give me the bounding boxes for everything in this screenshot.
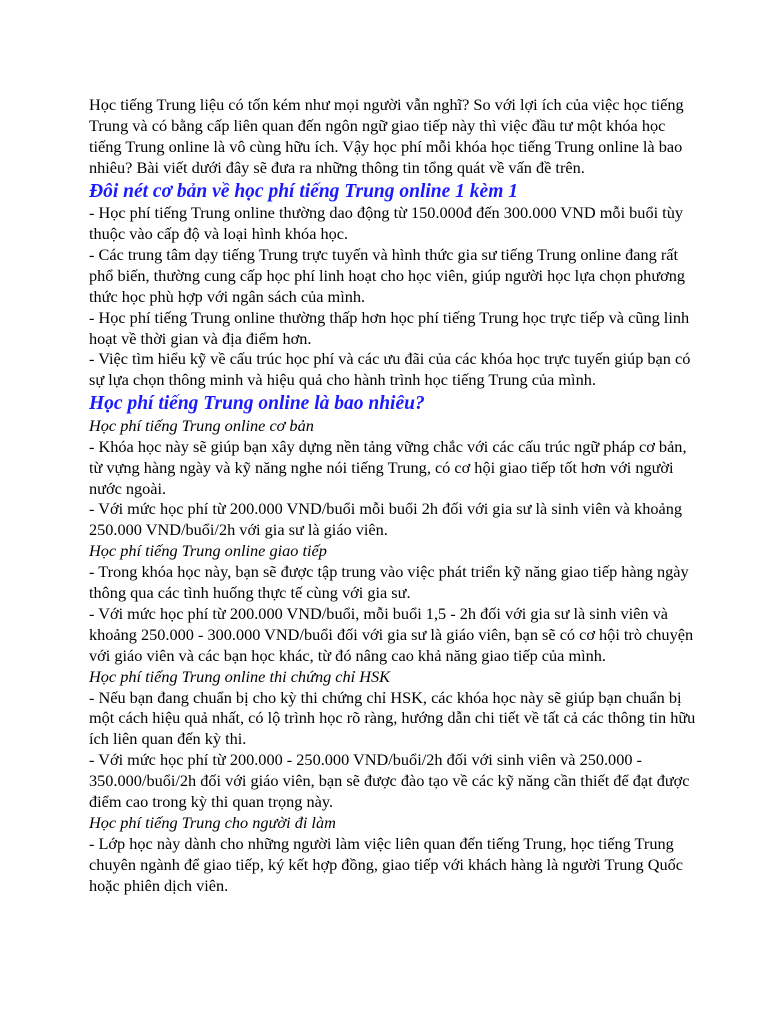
subheading-communication: Học phí tiếng Trung online giao tiếp — [89, 541, 327, 561]
section-heading-overview: Đôi nét cơ bản về học phí tiếng Trung online 1 kèm 1 — [89, 180, 519, 202]
workers-paragraph-1: - Lớp học này dành cho những người làm việc liên quan đến tiếng Trung, học tiếng Trung chuyên ngành để giao tiếp, ký kết hợp đồng, giao tiếp với khách hàng là người Trung Quốc hoặc phiên dịch viên. — [89, 833, 683, 895]
communication-paragraph-1: - Trong khóa học này, bạn sẽ được tập trung vào việc phát triển kỹ năng giao tiếp hàng ngày thông qua các tình huống thực tế cùng với gia sư. — [89, 562, 689, 603]
subheading-workers: Học phí tiếng Trung cho người đi làm — [89, 813, 336, 832]
section-heading-fees: Học phí tiếng Trung online là bao nhiêu? — [89, 393, 425, 415]
overview-paragraph-3: - Học phí tiếng Trung online thường thấp hơn học phí tiếng Trung học trực tiếp và cũng linh hoạt về thời gian và địa điểm hơn. — [89, 307, 690, 348]
subheading-hsk: Học phí tiếng Trung online thi chứng chỉ HSK — [89, 666, 391, 686]
basic-paragraph-1: - Khóa học này sẽ giúp bạn xây dựng nền tảng vững chắc với các cấu trúc ngữ pháp cơ bản, từ vựng hàng ngày và kỹ năng nghe nói tiếng Trung, có cơ hội giao tiếp tốt hơn với người nước ngoài. — [89, 436, 687, 498]
overview-paragraph-4: - Việc tìm hiểu kỹ về cấu trúc học phí và các ưu đãi của các khóa học trực tuyến giúp bạn có sự lựa chọn thông minh và hiệu quả cho hành trình học tiếng Trung của mình. — [89, 349, 691, 390]
communication-paragraph-2: - Với mức học phí từ 200.000 VND/buổi, mỗi buổi 1,5 - 2h đối với gia sư là sinh viên và khoảng 250.000 - 300.000 VND/buổi đối với gia sư là giáo viên, bạn sẽ có cơ hội trò chuyện với giáo viên và các bạn học khác, từ đó nâng cao khả năng giao tiếp của mình. — [89, 603, 694, 665]
overview-paragraph-1: - Học phí tiếng Trung online thường dao động từ 150.000đ đến 300.000 VND mỗi buổi tùy thuộc vào cấp độ và loại hình khóa học. — [89, 203, 683, 244]
overview-paragraph-2: - Các trung tâm dạy tiếng Trung trực tuyến và hình thức gia sư tiếng Trung online đang rất phổ biến, thường cung cấp học phí linh hoạt cho học viên, giúp người học lựa chọn phương thức học phù hợp với ngân sách của mình. — [89, 244, 686, 306]
intro-paragraph: Học tiếng Trung liệu có tốn kém như mọi người vẫn nghĩ? So với lợi ích của việc học tiếng Trung và có bằng cấp liên quan đến ngôn ngữ giao tiếp này thì việc đầu tư một khóa học tiếng Trung online là vô cùng hữu ích. Vậy học phí mỗi khóa học tiếng Trung online là bao nhiêu? Bài viết dưới đây sẽ đưa ra những thông tin tổng quát về vấn đề trên. — [89, 95, 684, 177]
basic-paragraph-2: - Với mức học phí từ 200.000 VND/buổi mỗi buổi 2h đối với gia sư là sinh viên và khoảng 250.000 VND/buổi/2h với gia sư là giáo viên. — [89, 499, 682, 540]
hsk-paragraph-2: - Với mức học phí từ 200.000 - 250.000 VND/buổi/2h đối với sinh viên và 250.000 - 350.000/buổi/2h đối với giáo viên, bạn sẽ được đào tạo về các kỹ năng cần thiết để đạt được điểm cao trong kỳ thi quan trọng này. — [89, 750, 690, 812]
hsk-paragraph-1: - Nếu bạn đang chuẩn bị cho kỳ thi chứng chỉ HSK, các khóa học này sẽ giúp bạn chuẩn bị một cách hiệu quả nhất, có lộ trình học rõ ràng, hướng dẫn chi tiết về tất cả các thông tin hữu ích liên quan đến kỳ thi. — [89, 687, 696, 749]
subheading-basic: Học phí tiếng Trung online cơ bản — [89, 415, 314, 435]
document-page — [89, 95, 701, 897]
